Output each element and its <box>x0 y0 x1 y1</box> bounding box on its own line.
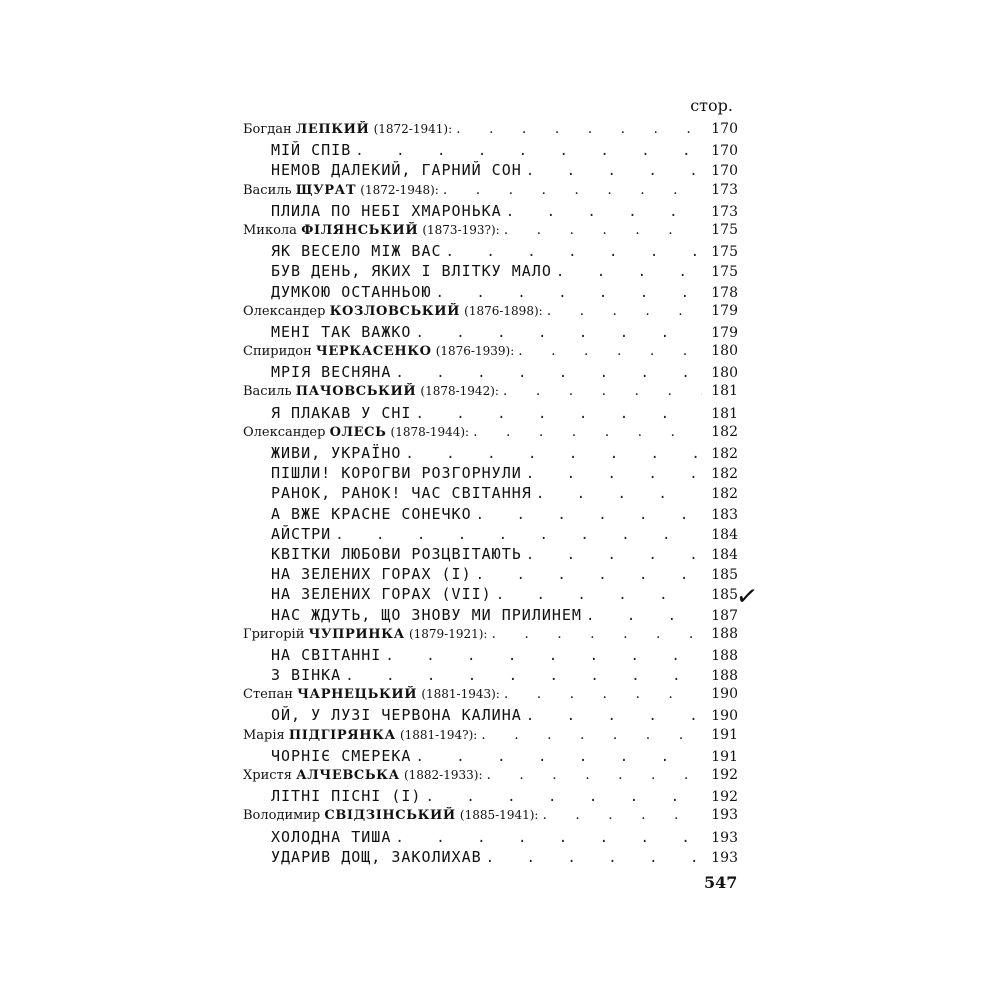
checkmark-icon: ✓ <box>734 580 760 614</box>
author-first-name: Василь <box>243 182 292 198</box>
dot-leader <box>586 608 702 624</box>
dot-leader <box>487 767 703 783</box>
author-first-name: Христя <box>243 768 292 783</box>
dot-leader <box>405 446 702 462</box>
entry-page-number: 190 <box>711 708 738 725</box>
toc-author-row <box>243 182 738 202</box>
dot-leader <box>526 708 702 724</box>
author-surname: ЩУРАТ <box>295 182 357 198</box>
author-dates: (1881-1943): <box>421 687 500 702</box>
toc-poem-row <box>243 444 738 464</box>
author-dates: (1872-1948): <box>360 182 439 197</box>
poem-title: ОЙ, У ЛУЗІ ЧЕРВОНА КАЛИНА <box>271 706 522 725</box>
entry-page-number: 173 <box>711 203 738 220</box>
toc-author-row <box>243 424 738 444</box>
dot-leader <box>491 626 702 642</box>
toc-poem-row <box>243 747 738 767</box>
author-dates: (1878-1942): <box>420 384 499 399</box>
dot-leader <box>518 343 702 359</box>
author-first-name: Олександер <box>243 303 326 319</box>
entry-page-number: 187 <box>711 607 738 624</box>
toc-poem-row <box>243 464 738 484</box>
dot-leader <box>425 789 702 805</box>
entry-page-number: 192 <box>711 767 738 783</box>
entry-page-number: 175 <box>711 264 738 281</box>
table-of-contents <box>243 121 738 868</box>
dot-leader <box>536 486 702 502</box>
poem-title: ЛІТНІ ПІСНІ (І) <box>271 787 422 806</box>
toc-author-row <box>243 222 738 242</box>
poem-title: РАНОК, РАНОК! ЧАС СВІТАННЯ <box>271 484 532 503</box>
toc-poem-row <box>243 666 738 686</box>
dot-leader <box>443 182 702 198</box>
dot-leader <box>486 850 702 866</box>
entry-page-number: 178 <box>711 284 738 301</box>
author-surname: ЧЕРКАСЕНКО <box>315 344 432 360</box>
dot-leader <box>476 507 702 523</box>
entry-page-number: 193 <box>711 849 738 866</box>
poem-title: ХОЛОДНА ТИША <box>271 827 392 846</box>
entry-page-number: 193 <box>711 829 738 846</box>
poem-title: НА ЗЕЛЕНИХ ГОРАХ (І) <box>271 565 472 584</box>
dot-leader <box>547 303 702 319</box>
toc-poem-row <box>243 242 738 262</box>
poem-title: БУВ ДЕНЬ, ЯКИХ І ВЛІТКУ МАЛО <box>271 262 552 281</box>
page-column-header: стор. <box>690 96 733 115</box>
author-surname: ПАЧОВСЬКИЙ <box>295 384 417 400</box>
toc-author-row <box>243 303 738 323</box>
entry-page-number: 192 <box>711 789 738 806</box>
toc-poem-row <box>243 505 738 525</box>
entry-page-number: 179 <box>711 324 738 341</box>
dot-leader <box>503 383 702 399</box>
author-first-name: Володимир <box>243 808 321 824</box>
toc-poem-row <box>243 828 738 848</box>
author-surname: КОЗЛОВСЬКИЙ <box>329 303 460 319</box>
author-surname: СВІДЗІНСЬКИЙ <box>324 808 456 824</box>
page-number: 547 <box>704 873 738 892</box>
dot-leader <box>385 648 702 664</box>
poem-title: ЖИВИ, УКРАЇНО <box>271 444 402 462</box>
author-dates: (1879-1921): <box>408 626 488 641</box>
entry-page-number: 188 <box>711 668 738 685</box>
entry-page-number: 191 <box>711 726 738 743</box>
dot-leader <box>504 222 702 238</box>
entry-page-number: 175 <box>711 221 738 238</box>
entry-page-number: 182 <box>711 423 738 440</box>
entry-page-number: 183 <box>711 506 738 523</box>
poem-title: НЕМОВ ДАЛЕКИЙ, ГАРНИЙ СОН <box>271 161 522 180</box>
author-dates: (1881-194?): <box>399 727 478 742</box>
toc-author-row <box>243 383 738 403</box>
entry-page-number: 184 <box>711 526 738 543</box>
poem-title: НА СВІТАННІ <box>271 645 382 664</box>
entry-page-number: 182 <box>711 486 738 503</box>
dot-leader <box>446 244 702 260</box>
entry-page-number: 193 <box>711 807 738 824</box>
dot-leader <box>556 264 702 280</box>
entry-page-number: 175 <box>711 244 738 261</box>
poem-title: ДУМКОЮ ОСТАННЬОЮ <box>271 282 432 301</box>
poem-title: ЧОРНІЄ СМЕРЕКА <box>271 746 412 765</box>
toc-poem-row <box>243 585 738 605</box>
author-first-name: Василь <box>243 384 292 400</box>
author-first-name: Богдан <box>243 122 292 137</box>
author-surname: ОЛЕСЬ <box>329 424 387 440</box>
poem-title: МІЙ СПІВ <box>271 141 352 160</box>
dot-leader <box>526 466 702 482</box>
toc-poem-row <box>243 323 738 343</box>
entry-page-number: 188 <box>711 625 738 642</box>
author-surname: АЛЧЕВСЬКА <box>296 768 400 783</box>
toc-author-row <box>243 121 738 141</box>
dot-leader <box>415 406 702 422</box>
poem-title: ЯК ВЕСЕЛО МІЖ ВАС <box>271 242 442 261</box>
entry-page-number: 182 <box>711 446 738 462</box>
entry-page-number: 181 <box>711 383 738 400</box>
poem-title: НАС ЖДУТЬ, ЩО ЗНОВУ МИ ПРИЛИНЕМ <box>271 605 582 624</box>
entry-page-number: 170 <box>711 121 738 137</box>
author-dates: (1873-193?): <box>422 222 500 237</box>
dot-leader <box>481 727 702 743</box>
dot-leader <box>473 424 702 440</box>
toc-poem-row <box>243 484 738 504</box>
poem-title: УДАРИВ ДОЩ, ЗАКОЛИХАВ <box>271 847 482 866</box>
entry-page-number: 179 <box>711 302 738 319</box>
author-surname: ЛЕПКИЙ <box>295 122 370 137</box>
poem-title: ПЛИЛА ПО НЕБІ ХМАРОНЬКА <box>271 201 502 220</box>
entry-page-number: 185 <box>711 567 738 584</box>
dot-leader <box>395 830 702 846</box>
toc-author-row <box>243 343 738 363</box>
poem-title: КВІТКИ ЛЮБОВИ РОЗЦВІТАЮТЬ <box>271 544 522 563</box>
dot-leader <box>526 547 702 563</box>
toc-poem-row <box>243 565 738 585</box>
poem-title: МЕНІ ТАК ВАЖКО <box>271 322 412 341</box>
author-dates: (1885-1941): <box>459 808 539 823</box>
toc-poem-row <box>243 606 738 626</box>
author-first-name: Степан <box>243 687 293 703</box>
poem-title: АЙСТРИ <box>271 524 332 543</box>
toc-poem-row <box>243 525 738 545</box>
toc-poem-row <box>243 262 738 282</box>
toc-poem-row <box>243 545 738 565</box>
author-dates: (1872-1941): <box>373 122 453 136</box>
dot-leader <box>526 163 702 179</box>
poem-title: А ВЖЕ КРАСНЕ СОНЕЧКО <box>271 504 472 523</box>
toc-poem-row <box>243 283 738 303</box>
toc-author-row <box>243 807 738 827</box>
toc-poem-row <box>243 161 738 181</box>
dot-leader <box>355 143 702 159</box>
toc-author-row <box>243 727 738 747</box>
poem-title: МРІЯ ВЕСНЯНА <box>271 363 392 382</box>
author-first-name: Григорій <box>243 626 305 642</box>
entry-page-number: 170 <box>711 143 738 160</box>
dot-leader <box>436 285 703 301</box>
entry-page-number: 185 <box>711 587 738 604</box>
toc-author-row <box>243 767 738 787</box>
poem-title: НА ЗЕЛЕНИХ ГОРАХ (VII) <box>271 585 492 604</box>
poem-title: З ВІНКА <box>271 666 342 685</box>
dot-leader <box>345 668 702 684</box>
dot-leader <box>504 686 702 702</box>
dot-leader <box>506 204 702 220</box>
dot-leader <box>395 365 702 381</box>
dot-leader <box>476 567 702 583</box>
author-dates: (1878-1944): <box>390 424 470 439</box>
entry-page-number: 191 <box>711 748 738 765</box>
toc-poem-row <box>243 141 738 161</box>
toc-author-row <box>243 626 738 646</box>
toc-poem-row <box>243 202 738 222</box>
entry-page-number: 173 <box>711 181 738 198</box>
dot-leader <box>496 587 702 603</box>
author-first-name: Микола <box>243 222 297 238</box>
author-first-name: Олександер <box>243 424 326 440</box>
entry-page-number: 188 <box>711 647 738 664</box>
toc-poem-row <box>243 646 738 666</box>
toc-poem-row <box>243 404 738 424</box>
dot-leader <box>415 749 702 765</box>
toc-poem-row <box>243 363 738 383</box>
entry-page-number: 182 <box>711 466 738 483</box>
toc-poem-row <box>243 787 738 807</box>
entry-page-number: 180 <box>711 365 738 382</box>
poem-title: Я ПЛАКАВ У СНІ <box>271 403 412 422</box>
author-first-name: Марія <box>243 727 285 743</box>
dot-leader <box>335 527 702 543</box>
poem-title: ПІШЛИ! КОРОГВИ РОЗГОРНУЛИ <box>271 464 522 483</box>
dot-leader <box>542 807 702 823</box>
author-surname: ЧУПРИНКА <box>308 626 405 642</box>
author-dates: (1876-1939): <box>435 344 515 359</box>
entry-page-number: 181 <box>711 405 738 422</box>
dot-leader <box>456 121 702 137</box>
entry-page-number: 190 <box>711 686 738 703</box>
author-dates: (1876-1898): <box>464 303 543 318</box>
toc-poem-row <box>243 848 738 868</box>
author-surname: ЧАРНЕЦЬКИЙ <box>297 687 418 703</box>
entry-page-number: 184 <box>711 546 738 563</box>
toc-poem-row <box>243 706 738 726</box>
entry-page-number: 180 <box>711 343 738 360</box>
author-surname: ПІДГІРЯНКА <box>288 727 396 743</box>
toc-author-row <box>243 686 738 706</box>
dot-leader <box>415 325 702 341</box>
entry-page-number: 170 <box>711 163 738 180</box>
author-dates: (1882-1933): <box>403 768 483 782</box>
author-first-name: Спиридон <box>243 344 312 360</box>
author-surname: ФІЛЯНСЬКИЙ <box>301 222 419 238</box>
toc-page <box>243 0 743 1000</box>
